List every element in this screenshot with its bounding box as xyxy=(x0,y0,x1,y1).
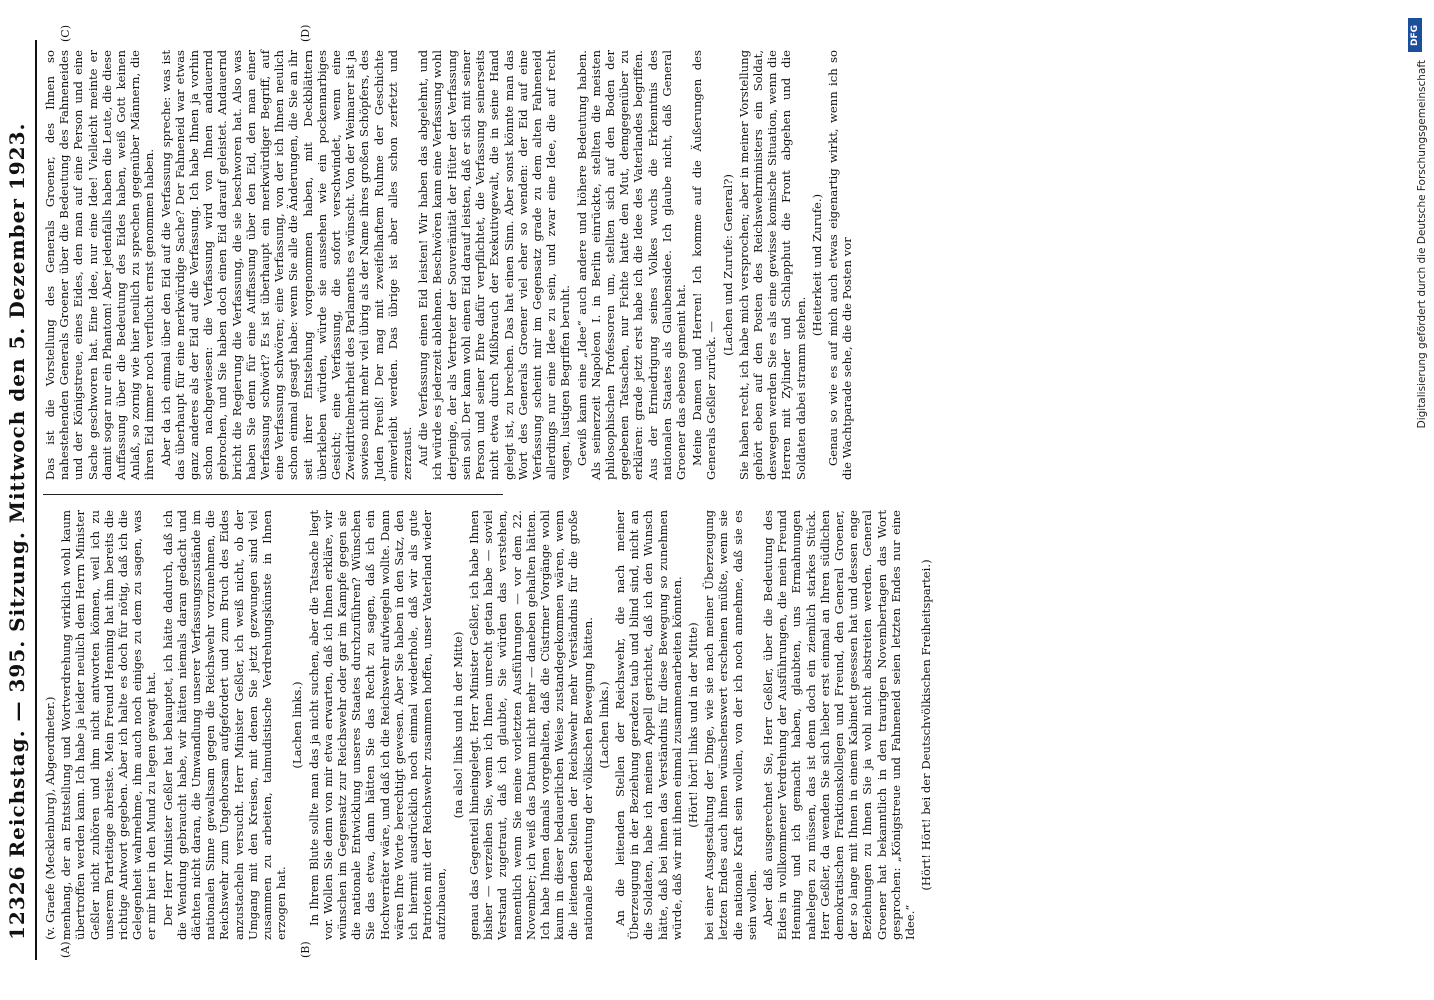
left-column xyxy=(43,510,935,940)
paragraph: Aber daß ausgerechnet Sie, Herr Geßler, über die Bedeutung des Eides in vollkommener Verdrehung der Ausführungen, die mein Freund Henning und ich gemacht haben, glaubten, uns Ermahnungen nahelegen zu müssen, das ist denn doch ein ziemlich starkes Stück. Herr Geßler, da wenden Sie sich lieber erst einmal an Ihren südlichen demokratischen Fraktionskollegen und Freund, den General Groener, der so lange mit Ihnen in einem Kabinett gesessen hat und dessen enge Beziehungen zu Ihnen Sie ja wohl nicht abstreiten werden. General Groener hat bekanntlich in den traurigen Novembertagen das Wort gesprochen: „Königstreue und Fahneneid seien letzten Endes nur eine Idee.“ xyxy=(760,510,917,940)
margin-mark-a: (A) xyxy=(59,941,72,958)
interjection: (Hört! Hört! bei der Deutschvölkischen Freiheitspartei.) xyxy=(919,559,934,891)
speaker-line: (v. Graefe (Mecklenburg), Abgeordneter.) xyxy=(43,696,57,940)
paragraph: Der Herr Minister Geßler hat behauptet, ich hätte dadurch, daß ich die Wendung gebraucht habe, wir hätten niemals daran gedacht und dächten nicht daran, die Umwandlung unserer Verfassungszustände im nationalen Sinne gewaltsam gegen die Reichswehr vorzunehmen, die Reichswehr zum Ungehorsam aufgefordert und zum Bruch des Eides anzustacheln versucht. Herr Minister Geßler, ich weiß nicht, ob der Umgang mit den Kreisen, mit denen Sie jetzt gezwungen sind viel zusammen zu arbeiten, talmudistische Verdrehungskünste in Ihnen erzogen hat. xyxy=(160,510,289,940)
paragraph: bei einer Ausgestaltung der Dinge, wie sie nach meiner Überzeugung letzten Endes auch ihnen wünschenswert erscheinen müßte, wenn sie die nationale Kraft sein wollen, von der ich noch annehme, daß sie es sein wollen. xyxy=(702,510,759,940)
column-divider xyxy=(43,494,503,495)
interjection: (na also! links und in der Mitte) xyxy=(450,631,465,819)
paragraph: Aber da ich einmal über den Eid auf die Verfassung spreche: was ist das überhaupt für eine merkwürdige Sache? Der Fahneneid war etwas ganz anderes als der Eid auf die Verfassung. Ich habe Ihnen ja vorhin schon nachgewiesen: die Verfassung wird von Ihnen andauernd gebrochen, und Sie haben doch einen Eid darauf geleistet. Andauernd bricht die Regierung die Verfassung, die sie beschworen hat. Also was haben Sie denn für eine Auffassung über den Eid, den man einer Verfassung schwört? Es ist überhaupt ein merkwürdiger Begriff, auf eine Verfassung schwören; eine Verfassung, von der ich Ihnen neulich schon einmal gesagt habe: wenn Sie alle die Änderungen, die Sie an ihr seit ihrer Entstehung vorgenommen haben, mit Deckblättern überkleben würden, würde sie aussehen wie ein pockennarbiges Gesicht; eine Verfassung, die sofort verschwindet, wenn eine Zweidrittelmehrheit des Parlaments es wünscht. Von der Weimarer ist ja sowieso nicht mehr viel übrig als der Name ihres großen Schöpfers, des Juden Preuß! Der mag mit zweifelhaftem Ruhme der Geschichte einverleibt werden. Das übrige ist aber alles schon zerfetzt und zerzaust. xyxy=(158,50,415,480)
paragraph: Das ist die Vorstellung des Generals Groener, des Ihnen so nahestehenden Generals Groener über die Bedeutung des Fahneneides und der Königstreue, eines Eides, den man auf eine Person und eine Sache geschworen hat. Eine Idee, nur eine Idee! Vielleicht meinte er damit sogar nur ein Phantom! Aber jedenfalls haben die Leute, die diese Auffassung über die Bedeutung des Eides haben, weiß Gott keinen Anlaß, so zornig wie hier neulich zu sprechen gegenüber Männern, die ihren Eid immer noch verflucht ernst genommen haben. xyxy=(43,50,157,480)
page-number: 12326 xyxy=(5,865,29,940)
margin-mark-d: (D) xyxy=(299,24,312,42)
paragraph: Gewiß kann eine „Idee“ auch andere und höhere Bedeutung haben. Als seinerzeit Napoleon I. in Berlin einrückte, stellten die meisten philosophischen Professoren um, stellten sich auf den Boden der gegebenen Tatsachen, nur Fichte hatte den Mut, demgegenüber zu erklären: grade jetzt erst habe ich die Idee des Vaterlandes begriffen. Aus der Erniedrigung seines Volkes wuchs die Erkenntnis des nationalen Staates als Glaubensidee. Ich glaube nicht, daß General Groener das ebenso gemeint hat. xyxy=(574,50,688,480)
page-title: Reichstag. — 395. Sitzung. Mittwoch den 5. Dezember 1923. xyxy=(5,122,29,858)
margin-mark-b: (B) xyxy=(299,941,312,958)
paragraph: Auf die Verfassung einen Eid leisten! Wir haben das abgelehnt, und ich würde es jederzeit ablehnen. Beschwören kann eine Verfassung wohl derjenige, der als Vertreter der Souveränität der Hüter der Verfassung sein soll. Der kann wohl einen Eid darauf leisten, daß er sich mit seiner Person und seiner Ehre dafür verpflichtet, die Verfassung seinerseits nicht etwa durch Mißbrauch der Exekutivgewalt, die in seine Hand gelegt ist, zu brechen. Das hat einen Sinn. Aber sonst könnte man das Wort des Generals Groener viel eher so wenden: der Eid auf eine Verfassung scheint mir im Gegensatz grade zu dem alten Fahneneid allerdings nur eine Idee zu sein, und zwar eine Idee, die auf recht vagen, lustigen Begriffen beruht. xyxy=(416,50,573,480)
page-header xyxy=(0,40,33,940)
paragraph: An die leitenden Stellen der Reichswehr, die nach meiner Überzeugung in der Beziehung geradezu taub und blind sind, nicht an die Soldaten, habe ich meinen Appell gerichtet, daß ich den Wunsch hätte, daß bei ihnen das Verständnis für diese Bewegung so zunehmen würde, daß wir mit ihnen einmal zusammenarbeiten könnten. xyxy=(612,510,684,940)
paragraph: In Ihrem Blute sollte man das ja nicht suchen, aber die Tatsache liegt vor. Wollen Sie denn von mir etwa erwarten, daß ich Ihnen erkläre, wir wünschen im Gegensatz zur Reichswehr oder gar im Kampfe gegen sie die nationale Entwicklung unseres Staates durchzuführen? Wünschen Sie das etwa, dann hätten Sie das Recht zu sagen, daß ich ein Hochverräter wäre, und daß ich die Reichswehr aufwiegeln wollte. Dann wären Ihre Worte berechtigt gewesen. Aber Sie haben in den Satz, den ich hiermit ausdrücklich noch einmal wiederhole, daß wir als gute Patrioten mit der Reichswehr zusammen hoffen, unser Vaterland wieder aufzubauen, xyxy=(306,510,449,940)
credit-text: Digitalisierung gefördert durch die Deutsche Forschungsgemeinschaft xyxy=(1416,60,1428,429)
header-rule xyxy=(35,40,37,960)
interjection: (Lachen links.) xyxy=(596,681,611,769)
paragraph: Sie haben recht, ich habe mich versprochen; aber in meiner Vorstellung gehört eben auf den Posten des Reichswehrministers ein Soldat, deswegen werden Sie es als eine gewisse komische Situation, wenn die Herren mit Zylinder und Schlapphut die Front abgehen und die Soldaten dabei stramm stehen. xyxy=(736,50,808,480)
paragraph: genau das Gegenteil hineingelegt. Herr Minister Geßler, ich habe Ihnen bisher — verzeihen Sie, wenn ich Ihnen unrecht getan habe — soviel Verstand zugetraut, daß ich glaubte, Sie würden das verstehen, namentlich wenn Sie meine vorletzten Ausführungen — vor dem 22. November; ich weiß das Datum nicht mehr — daneben gehalten hätten. Ich habe Ihnen damals vorgehalten, daß die Cüstriner Vorgänge wohl kaum in dieser bedauerlichen Weise zustandegekommen wären, wenn die leitenden Stellen der Reichswehr mehr Verständnis für die große nationale Bedeutung der völkischen Bewegung hätten. xyxy=(466,510,595,940)
interjection: (Lachen links.) xyxy=(290,681,305,769)
interjection: (Hört! hört! links und in der Mitte) xyxy=(685,622,700,828)
interjection: (Heiterkeit und Zurufe.) xyxy=(809,193,824,337)
interjection: (Lachen und Zurufe: General?) xyxy=(720,174,735,356)
right-column xyxy=(43,50,856,480)
paragraph: menhang, der an Entstellung und Wortverdrehung wirklich wohl kaum übertroffen werden kann. Ich habe ja leider neulich dem Herrn Minister Geßler nicht zuhören und ihm nicht antworten können, weil ich zu unserem Parteitage abreiste. Mein Freund Henning hat ihm bereits die richtige Antwort gegeben. Aber ich halte es doch für nötig, daß ich die Gelegenheit wahrnehme, ihm auch noch einiges zu dem zu sagen, was er mir hier in den Mund zu legen gewagt hat. xyxy=(59,510,159,940)
paragraph: Meine Damen und Herren! Ich komme auf die Äußerungen des Generals Geßler zurück. — xyxy=(690,50,719,480)
digitization-credit xyxy=(1406,10,1428,990)
margin-mark-c: (C) xyxy=(59,25,72,42)
dfg-logo: DFG xyxy=(1408,18,1422,52)
paragraph: Genau so wie es auf mich auch etwas eigenartig wirkt, wenn ich so die Wachtparade sehe, die die Posten vor xyxy=(825,50,855,480)
